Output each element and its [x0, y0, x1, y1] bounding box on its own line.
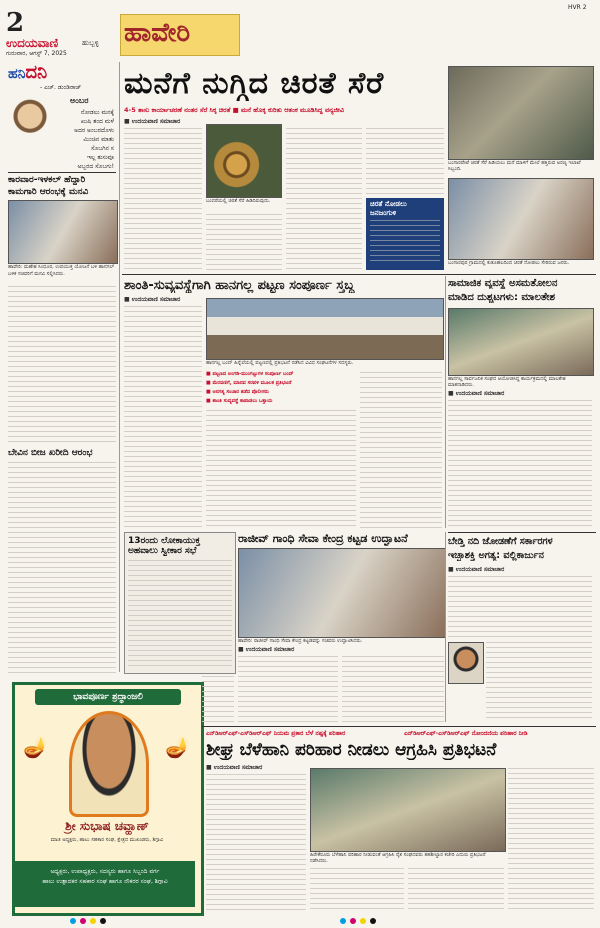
story2-headline: ಬೇವಿನ ಬೀಜ ಖರೀದಿ ಆರಂಭ	[8, 448, 93, 458]
brand-suffix: ಹುಬ್ಬಳ್ಳಿ	[82, 39, 99, 47]
right2-body-b	[486, 642, 592, 722]
cmyk-mark-cyan	[340, 918, 346, 924]
story2-body	[8, 462, 116, 674]
cmyk-mark-yellow	[90, 918, 96, 924]
column-divider	[445, 276, 446, 528]
brand-name: ಉದಯವಾಣಿ	[6, 36, 59, 50]
lead-box-title2: ಜನಜಂಗುಳಿ	[370, 209, 397, 217]
right2-headline-line1: ಬೇಡ್ತಿ ನದಿ ಜೋಡಣೆಗೆ ಸರ್ಕಾರಗಳ	[448, 536, 553, 547]
cmyk-mark-magenta	[350, 918, 356, 924]
poem-line: ಅಬ್ಬರದ ಸೊಬಗು!	[77, 163, 114, 170]
obit-portrait	[69, 711, 149, 817]
registration-marks	[0, 916, 600, 926]
lead-info-box	[366, 198, 444, 270]
poem-line: ಮಿಂಚಿನ ಮಾತು	[83, 136, 114, 143]
bandh-photo	[206, 298, 444, 360]
masthead	[0, 0, 600, 62]
lead-body-col1	[124, 128, 202, 270]
seva-photo	[238, 548, 446, 638]
bottom-byline: ■ ಉದಯವಾಣಿ ಸಮಾಚಾರ	[206, 764, 263, 771]
seva-byline: ■ ಉದಯವಾಣಿ ಸಮಾಚಾರ	[238, 646, 295, 653]
lead-crowd-caption: ಬಂಗಾರಪುರ ಗ್ರಾಮದಲ್ಲಿ ಕುತೂಹಲದಿಂದ ಚಿರತೆ ನೋಡಲು ಸೇರಿರುವ ಜನರು.	[448, 260, 570, 266]
lokayukta-body	[128, 560, 232, 670]
right1-caption: ಹಾನಗಲ್ಲ ಸಾರ್ವಜನಿಕ ಸಂಘದ ಆಯೋಜಿಸಿದ್ದ ಕಾರ್ಯಕ್ರಮದಲ್ಲಿ ಮಾಲತೇಶ ಮಾತನಾಡಿದರು.	[448, 376, 566, 388]
lamp-icon-left: 🪔	[23, 735, 48, 759]
lead-photo-caption: ಬಂದರೆಯಲ್ಲಿ ಚಿರತೆ ಸೆರೆ ಹಿಡಿದಿರುವುದು.	[206, 198, 271, 204]
poem-line: ನೋಡಲು ಮನಕ್ಕೆ	[80, 109, 114, 116]
bandh-bullet: ■ ಶಾಂತಿ ಸುವ್ಯವಸ್ಥೆ ಕಾಪಾಡಲು ಒತ್ತಾಯ	[206, 398, 273, 404]
cmyk-mark-yellow	[360, 918, 366, 924]
lead-body-col4	[366, 128, 444, 194]
lead-side-photo	[448, 66, 594, 160]
lokayukta-headline-line2: ಅಹವಾಲು ಸ್ವೀಕಾರ ಸಭೆ	[128, 546, 197, 556]
cmyk-mark-magenta	[80, 918, 86, 924]
logo-prefix: ಹನಿ	[8, 66, 26, 82]
bottom-caption: ಹಿರೇಕೆರೂರು ಬೆಳೆಹಾನಿ ಪರಿಹಾರ ನೀಡುವಂತೆ ಆಗ್ರಹಿಸಿ ರೈತ ಸಂಘದವರು ತಹಶೀಲ್ದಾರ ಕಚೇರಿ ಎದುರು ಪ್ರತಿಭಟನೆ ನಡೆಸಿದರು.	[310, 852, 486, 864]
poem-line: ಸೊಬಗಿನ ಸ	[90, 145, 114, 152]
section-title: ಹಾವೇರಿ	[124, 18, 191, 48]
lead-side-caption: ಬಂಗಾರಪೇಟೆ ಚಿರತೆ ಸೆರೆ ಹಿಡಿಯಲು ಮನೆ ಮಾಳಿಗೆ ಮೇಲೆ ಹತ್ತಿರುವ ಅರಣ್ಯ ಇಲಾಖೆ ಸಿಬ್ಬಂದಿ.	[448, 160, 581, 172]
cmyk-mark-cyan	[70, 918, 76, 924]
right2-byline: ■ ಉದಯವಾಣಿ ಸಮಾಚಾರ	[448, 566, 505, 573]
right2-portrait	[448, 642, 484, 684]
divider	[8, 172, 116, 173]
bandh-bullet: ■ ಮೆರವಣಿಗೆ, ಮಾನವ ಸರಪಳಿ ಮೂಲಕ ಪ್ರತಿಭಟನೆ	[206, 380, 292, 386]
lead-subhead: 4-5 ತಾಸು ಕಾರ್ಯಾಚರಣೆ ನಂತರ ಸೆರೆ ಸಿಕ್ಕ ಚಿರತೆ ■ ಮನೆ ಹೊಕ್ಕ ಕುರಿತು ಆತಂಕ ಮೂಡಿಸಿದ್ದ ವನ್ಯಜೀವಿ	[124, 106, 345, 114]
lead-crowd-photo	[448, 178, 594, 260]
seva-body-col0	[202, 676, 234, 722]
poem-lines	[56, 108, 114, 171]
cmyk-mark-black	[370, 918, 376, 924]
seva-body-col2	[238, 656, 338, 722]
page-tag: HVR 2	[568, 4, 587, 11]
lead-body-col3	[286, 128, 362, 270]
logo-main: ದನಿ	[25, 62, 48, 83]
obit-subtitle: ಮಾಜಿ ಅಧ್ಯಕ್ಷರು, ಹಾಲು ಸಹಕಾರ ಸಂಘ, ಕ್ಷೇತ್ರದ ಮುಖಂಡರು, ಶಿಗ್ಗಾವಿ	[50, 837, 164, 843]
right1-headline-line2: ಮಾಡಿದ ದುಶ್ಚಟಗಳು: ಮಾಲತೇಶ	[448, 292, 556, 303]
obituary-ad	[12, 682, 204, 916]
poem-line: ಇಲ್ಲ ತುಸುವೂ	[86, 154, 114, 161]
bottom-headline: ಶೀಘ್ರ ಬೆಳೆಹಾನಿ ಪರಿಹಾರ ನೀಡಲು ಆಗ್ರಹಿಸಿ ಪ್ರತಿಭಟನೆ	[206, 740, 497, 760]
bottom-body-col4	[508, 768, 594, 910]
obit-heading: ಭಾವಪೂರ್ಣ ಶ್ರದ್ಧಾಂಜಲಿ	[35, 689, 181, 705]
obit-footer-line2: ಹಾಲು ಉತ್ಪಾದಕರ ಸಹಕಾರ ಸಂಘ ಹಾಗೂ ನೌಕರರ ಸಂಘ, ಶಿಗ್ಗಾವಿ	[42, 878, 168, 885]
divider	[448, 532, 596, 533]
bottom-body-col2	[310, 868, 404, 910]
hani-dani-logo	[8, 62, 116, 84]
date-line: ಗುರುವಾರ, ಆಗಸ್ಟ್ 7, 2025	[6, 50, 67, 57]
story1-photo	[8, 200, 118, 264]
column-divider	[445, 532, 446, 722]
bottom-body-col3	[408, 868, 504, 910]
poem-illustration	[8, 94, 52, 168]
story1-headline-line2: ಕಾಮಗಾರಿ ಆರಂಭಕ್ಕೆ ಮನವಿ	[8, 187, 89, 197]
poem-title: ಅಂಬರ	[70, 96, 89, 105]
lead-box-body	[370, 220, 440, 264]
lead-box-title: ಚಿರತೆ ನೋಡಲು	[370, 200, 407, 208]
poem-line: ಖುಷಿ ತಂದ ಮಳೆ	[80, 118, 114, 125]
divider	[122, 274, 596, 275]
bandh-body-col1	[124, 306, 202, 528]
obit-footer	[15, 861, 195, 907]
poem-line: ಅದರ ಅಂಬರದೊಳು	[74, 127, 114, 134]
bandh-body-col2	[360, 372, 442, 528]
bandh-bullet: ■ ಅನಗತ್ಯ ಸಂಚಾರ ತಡೆದ ಪೊಲೀಸರು	[206, 389, 269, 395]
bottom-kicker-left: ಎನ್‌ಡಿಆರ್‌ಎಫ್-ಎಸ್‌ಡಿಆರ್‌ಎಫ್ ನಿಯಮ ಪ್ರಕಾರ ಬೆಳೆ ನಷ್ಟಕ್ಕೆ ಪರಿಹಾರ	[206, 730, 346, 737]
right1-photo	[448, 308, 594, 376]
right2-body-a	[448, 576, 592, 638]
seva-headline: ರಾಜೀವ್ ಗಾಂಧಿ ಸೇವಾ ಕೇಂದ್ರ ಕಟ್ಟಡ ಉದ್ಘಾಟನೆ	[238, 532, 408, 545]
page-number: 2	[6, 8, 25, 38]
bottom-kicker-right: ಎನ್‌ಡಿಆರ್‌ಎಫ್-ಎಸ್‌ಡಿಆರ್‌ಎಫ್ ನೋಂದಣಿಯ ಪರಿಹಾರ ನೀಡಿ	[404, 730, 528, 737]
cmyk-mark-black	[100, 918, 106, 924]
seva-caption: ಹಾವೇರಿ: ರಾಜೀವ್ ಗಾಂಧಿ ಸೇವಾ ಕೇಂದ್ರ ಕಟ್ಟಡವನ್ನು ಸಚಿವರು ಉದ್ಘಾಟಿಸಿದರು.	[238, 638, 363, 644]
lead-body-col2	[206, 214, 282, 270]
bandh-bullet: ■ ಪಟ್ಟಣದ ಅಂಗಡಿ-ಮುಂಗಟ್ಟುಗಳ ಸಂಪೂರ್ಣ ಬಂದ್	[206, 371, 294, 377]
bandh-byline: ■ ಉದಯವಾಣಿ ಸಮಾಚಾರ	[124, 296, 181, 303]
lead-headline: ಮನೆಗೆ ನುಗ್ಗಿದ ಚಿರತೆ ಸೆರೆ	[124, 66, 385, 101]
right1-byline: ■ ಉದಯವಾಣಿ ಸಮಾಚಾರ	[448, 390, 505, 397]
divider	[202, 726, 596, 727]
story1-headline-line1: ಕಾರವಾರ-ಇಳಕಲ್ ಹೆದ್ದಾರಿ	[8, 175, 86, 185]
bandh-bullets	[206, 370, 356, 406]
seva-body-col3	[342, 656, 444, 722]
bandh-headline: ಶಾಂತಿ-ಸುವ್ಯವಸ್ಥೆಗಾಗಿ ಹಾನಗಲ್ಲ ಪಟ್ಟಣ ಸಂಪೂರ್ಣ ಸ್ತಬ್ಧ	[124, 278, 355, 293]
bandh-body-col3	[206, 410, 356, 528]
lokayukta-box	[124, 532, 236, 674]
right1-headline-line1: ಸಾಮಾಜಿಕ ವ್ಯವಸ್ಥೆ ಅಸಮತೋಲನ	[448, 278, 558, 289]
lokayukta-headline-line1: 13ರಂದು ಲೋಕಾಯುಕ್ತ	[128, 536, 201, 546]
right2-headline-line2: ಇಚ್ಛಾಶಕ್ತಿ ಅಗತ್ಯ: ವಲ್ಲಿಕಾರ್ಜುನ	[448, 550, 544, 561]
bottom-body-col1	[206, 774, 306, 910]
story1-body	[8, 286, 116, 444]
obit-name: ಶ್ರೀ ಸುಭಾಷ ಚವ್ಹಾಣ್	[65, 819, 149, 833]
column-divider	[119, 62, 120, 672]
lead-byline: ■ ಉದಯವಾಣಿ ಸಮಾಚಾರ	[124, 118, 181, 125]
lead-photo-leopard	[206, 124, 282, 198]
story1-caption: ಹಾವೇರಿ: ಮಹೇಶ ಸಿಂಧೂರ, ಉಪಯುಕ್ತ ಯೋಜನೆ ಬಳಿ ಹಾನಗಲ್ ಬಳಿಕ ಸಚಿವರಿಗೆ ಮನವಿ ಸಲ್ಲಿಸಿದರು.	[8, 264, 115, 277]
obit-footer-line1: ಅಧ್ಯಕ್ಷರು, ಉಪಾಧ್ಯಕ್ಷರು, ಸದಸ್ಯರು ಹಾಗೂ ಸಿಬ್ಬಂದಿ ವರ್ಗ	[50, 868, 160, 875]
right1-body	[448, 400, 592, 528]
bottom-photo	[310, 768, 506, 852]
bandh-caption: ಹಾನಗಲ್ಲ ಬಂದ್ ಹಿನ್ನೆಲೆಯಲ್ಲಿ ಪಟ್ಟಣದಲ್ಲಿ ಪ್ರತಿಭಟನೆ ನಡೆಸಿದ ವಿವಿಧ ಸಂಘಟನೆಗಳ ಸದಸ್ಯರು.	[206, 360, 354, 366]
lamp-icon-right: 🪔	[165, 735, 190, 759]
poem-author: - ಎಚ್. ಡುಂಡಿರಾಜ್	[40, 84, 82, 91]
